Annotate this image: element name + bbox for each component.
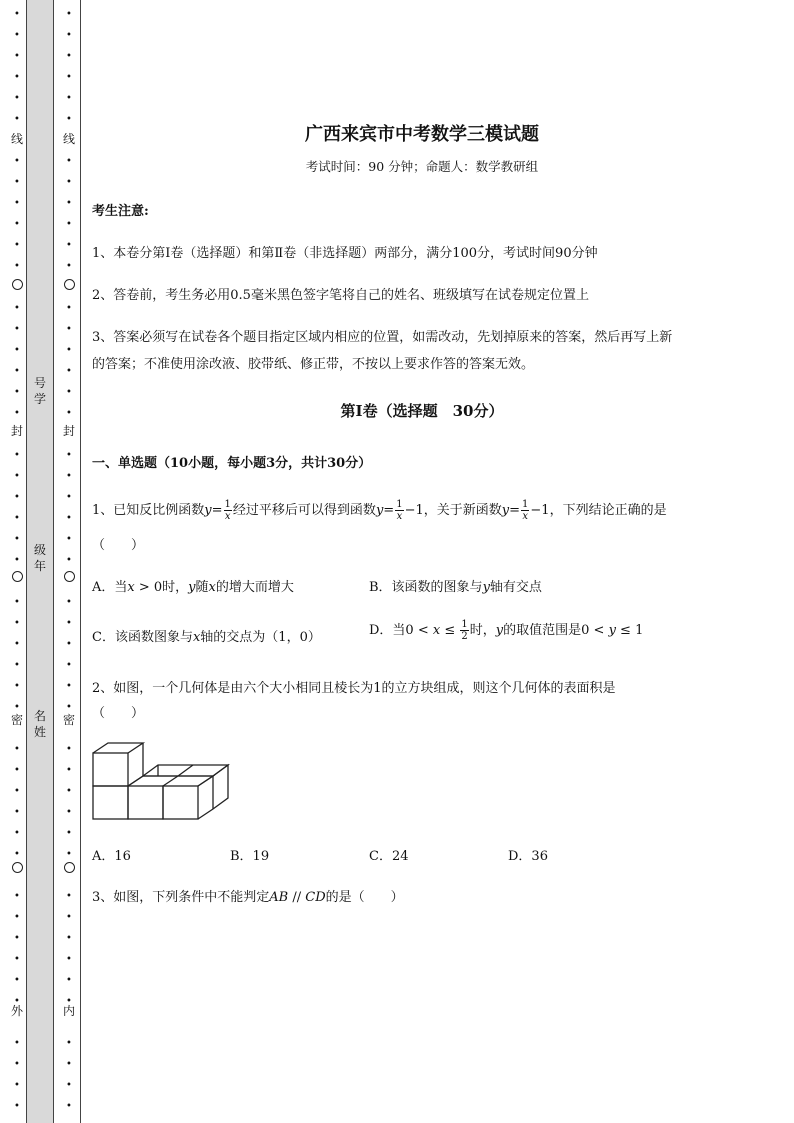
opt-text: 轴的交点为（1，0） [200, 630, 321, 645]
q1-text: 1、已知反比例函数 [92, 503, 205, 518]
binding-label: 线 [62, 132, 75, 146]
opt-text: 随 [195, 580, 209, 595]
var-x: x [127, 580, 135, 595]
cube-face [128, 786, 163, 819]
binding-dot: • [14, 324, 20, 335]
binding-dot: • [66, 177, 72, 188]
binding-dot: • [66, 219, 72, 230]
binding-dot: • [14, 996, 20, 1007]
binding-dot: • [14, 807, 20, 818]
binding-circle-icon [12, 571, 23, 582]
exam-info: 考试时间：90 分钟；命题人：数学教研组 [305, 159, 539, 174]
binding-dot: • [66, 408, 72, 419]
binding-dot: • [66, 114, 72, 125]
binding-label: 密 [62, 713, 75, 727]
binding-label: 封 [62, 424, 75, 438]
binding-dot: • [14, 219, 20, 230]
binding-dot: • [14, 303, 20, 314]
q1-option-d[interactable] [369, 619, 643, 642]
opt-text: 时， [469, 623, 496, 638]
frac-den: x [522, 511, 529, 522]
notice-item: 1、本卷分第Ⅰ卷（选择题）和第Ⅱ卷（非选择题）两部分，满分100分，考试时间90分钟 [92, 246, 598, 261]
grade-label [27, 542, 53, 574]
binding-dot: • [14, 597, 20, 608]
frac-num: 1 [522, 499, 529, 510]
binding-dot: • [14, 408, 20, 419]
question-3-stem [92, 886, 404, 905]
frac-den: x [396, 511, 403, 522]
q2-option-b[interactable]: B．19 [230, 849, 270, 864]
binding-dot: • [14, 513, 20, 524]
cube-edge [128, 743, 143, 786]
binding-dot: • [66, 828, 72, 839]
binding-label: 外 [10, 1004, 23, 1018]
binding-dot: • [66, 660, 72, 671]
opt-text: ≤ [440, 623, 460, 638]
binding-dot: • [66, 597, 72, 608]
segment-ab: AB [269, 890, 289, 905]
binding-dot: • [14, 534, 20, 545]
opt-text: A．当 [92, 580, 128, 595]
student-number-label [27, 375, 53, 407]
q1-minus-one: −1 [530, 503, 550, 518]
q1-option-c[interactable] [92, 626, 321, 645]
var-y: y [482, 580, 490, 595]
q2-option-a[interactable]: A．16 [92, 849, 131, 864]
fraction-1-over-x [224, 499, 232, 522]
frac-num: 1 [461, 619, 468, 630]
cube-edge [93, 743, 143, 753]
frac-den: x [224, 511, 231, 522]
binding-dot: • [66, 681, 72, 692]
binding-dot: • [66, 954, 72, 965]
binding-dot: • [14, 30, 20, 41]
student-number-text: 号学 [33, 376, 46, 406]
var-y: y [375, 503, 384, 518]
binding-dot: • [66, 345, 72, 356]
binding-dot: • [14, 345, 20, 356]
binding-dot: • [66, 9, 72, 20]
binding-dot: • [14, 1038, 20, 1049]
binding-dot: • [14, 387, 20, 398]
binding-dot: • [66, 996, 72, 1007]
var-y: y [608, 623, 616, 638]
opt-text: 轴有交点 [489, 580, 542, 595]
var-x: x [432, 623, 441, 638]
binding-dot: • [14, 744, 20, 755]
binding-dot: • [14, 72, 20, 83]
binding-dot: • [66, 72, 72, 83]
binding-dot: • [14, 681, 20, 692]
binding-dot: • [66, 366, 72, 377]
cube-solid-figure [90, 740, 232, 824]
binding-dot: • [14, 891, 20, 902]
binding-dot: • [66, 240, 72, 251]
binding-rule-line [80, 0, 81, 1123]
binding-dot: • [66, 639, 72, 650]
binding-label: 线 [10, 132, 23, 146]
binding-dot: • [14, 849, 20, 860]
binding-dot: • [14, 639, 20, 650]
q2-option-d[interactable]: D．36 [508, 849, 548, 864]
fraction-1-over-x [395, 499, 403, 522]
segment-cd: CD [305, 890, 326, 905]
binding-circle-icon [12, 279, 23, 290]
opt-text: ≤ 1 [615, 623, 644, 638]
binding-dot: • [14, 450, 20, 461]
cube-face [163, 786, 198, 819]
name-text: 名姓 [33, 709, 46, 739]
binding-dot: • [66, 1080, 72, 1091]
q1-minus-one: −1 [404, 503, 424, 518]
var-x: x [208, 580, 216, 595]
binding-dot: • [14, 618, 20, 629]
q1-eq: = [211, 503, 223, 518]
binding-dot: • [14, 366, 20, 377]
opt-text: D．当0 < [369, 623, 433, 638]
opt-text: 的增大而增大 [215, 580, 294, 595]
q1-eq: = [509, 503, 521, 518]
binding-dot: • [66, 1101, 72, 1112]
binding-dot: • [66, 849, 72, 860]
notice-heading: 考生注意: [92, 204, 149, 219]
binding-dot: • [66, 555, 72, 566]
grade-text: 级年 [33, 543, 46, 573]
opt-text: 的取值范围是0 < [503, 623, 609, 638]
binding-dot: • [14, 702, 20, 713]
binding-dot: • [66, 786, 72, 797]
binding-dot: • [14, 912, 20, 923]
part-heading: 一、单选题（10小题，每小题3分，共计30分） [92, 456, 372, 471]
parallel-sign: // [288, 890, 306, 905]
var-x: x [192, 630, 201, 645]
binding-dot: • [14, 261, 20, 272]
binding-dot: • [66, 471, 72, 482]
notice-item: 3、答案必须写在试卷各个题目指定区域内相应的位置，如需改动，先划掉原来的答案，然后再写上新 [92, 330, 673, 345]
page-title: 广西来宾市中考数学三模试题 [305, 124, 539, 145]
question-2-blank: （ ） [92, 706, 145, 721]
binding-dot: • [14, 156, 20, 167]
binding-dot: • [14, 198, 20, 209]
binding-dot: • [66, 450, 72, 461]
var-y: y [495, 623, 504, 638]
fraction-1-over-x [521, 499, 529, 522]
binding-dot: • [66, 744, 72, 755]
binding-label: 内 [62, 1004, 75, 1018]
binding-dot: • [66, 1059, 72, 1070]
student-info-strip [26, 0, 54, 1123]
binding-label: 封 [10, 424, 23, 438]
binding-circle-icon [64, 862, 75, 873]
binding-dot: • [66, 198, 72, 209]
binding-dot: • [66, 303, 72, 314]
opt-text: > 0时， [134, 580, 189, 595]
binding-circle-icon [12, 862, 23, 873]
binding-dot: • [66, 933, 72, 944]
binding-dot: • [66, 156, 72, 167]
question-1-stem [92, 499, 667, 522]
binding-dot: • [14, 828, 20, 839]
binding-dot: • [66, 807, 72, 818]
binding-circle-icon [64, 279, 75, 290]
binding-dot: • [14, 471, 20, 482]
q1-eq: = [383, 503, 395, 518]
question-1-blank: （ ） [92, 538, 145, 553]
q1-text: ，下列结论正确的是 [549, 503, 667, 518]
binding-dot: • [14, 1059, 20, 1070]
outer-binding-margin [10, 0, 24, 1123]
section-title: 第Ⅰ卷（选择题 30分） [340, 402, 504, 420]
binding-dot: • [66, 261, 72, 272]
binding-dot: • [66, 51, 72, 62]
binding-dot: • [14, 9, 20, 20]
binding-dot: • [14, 51, 20, 62]
binding-dot: • [14, 240, 20, 251]
var-y: y [501, 503, 510, 518]
question-2-stem: 2、如图，一个几何体是由六个大小相同且棱长为1的立方块组成，则这个几何体的表面积是 [92, 681, 616, 696]
binding-dot: • [66, 618, 72, 629]
binding-dot: • [14, 765, 20, 776]
binding-dot: • [14, 492, 20, 503]
binding-dot: • [66, 912, 72, 923]
binding-dot: • [14, 93, 20, 104]
cube-edge [178, 765, 193, 776]
cube-face [93, 786, 128, 819]
binding-dot: • [14, 660, 20, 671]
binding-dot: • [66, 765, 72, 776]
binding-dot: • [14, 933, 20, 944]
binding-dot: • [66, 702, 72, 713]
name-label [27, 708, 53, 740]
binding-dot: • [66, 387, 72, 398]
binding-dot: • [66, 93, 72, 104]
frac-num: 1 [224, 499, 231, 510]
frac-den: 2 [461, 631, 468, 642]
q3-text: 的是（ ） [325, 890, 404, 905]
q1-text: 经过平移后可以得到函数 [232, 503, 376, 518]
frac-num: 1 [396, 499, 403, 510]
binding-circle-icon [64, 571, 75, 582]
binding-label: 密 [10, 713, 23, 727]
binding-dot: • [14, 177, 20, 188]
binding-dot: • [66, 324, 72, 335]
inner-binding-margin [62, 0, 76, 1123]
binding-dot: • [14, 954, 20, 965]
var-y: y [204, 503, 212, 518]
q1-option-a[interactable] [92, 576, 294, 595]
binding-dot: • [66, 1038, 72, 1049]
opt-text: B．该函数的图象与 [369, 580, 483, 595]
q2-option-c[interactable]: C．24 [369, 849, 409, 864]
binding-dot: • [66, 891, 72, 902]
binding-dot: • [14, 786, 20, 797]
notice-item: 2、答卷前，考生务必用0.5毫米黑色签字笔将自己的姓名、班级填写在试卷规定位置上 [92, 288, 589, 303]
q1-text: ，关于新函数 [423, 503, 502, 518]
binding-dot: • [14, 114, 20, 125]
binding-dot: • [66, 975, 72, 986]
binding-dot: • [14, 975, 20, 986]
notice-item: 的答案；不准使用涂改液、胶带纸、修正带，不按以上要求作答的答案无效。 [92, 357, 535, 372]
fraction-1-over-2 [460, 619, 468, 642]
q1-option-b[interactable] [369, 576, 542, 595]
binding-dot: • [66, 534, 72, 545]
opt-text: C．该函数图象与 [92, 630, 193, 645]
var-y: y [188, 580, 196, 595]
binding-dot: • [14, 555, 20, 566]
binding-dot: • [66, 513, 72, 524]
binding-dot: • [66, 492, 72, 503]
binding-dot: • [14, 1101, 20, 1112]
binding-dot: • [66, 30, 72, 41]
q3-text: 3、如图，下列条件中不能判定 [92, 890, 270, 905]
binding-dot: • [14, 1080, 20, 1091]
cube-face [93, 753, 128, 786]
